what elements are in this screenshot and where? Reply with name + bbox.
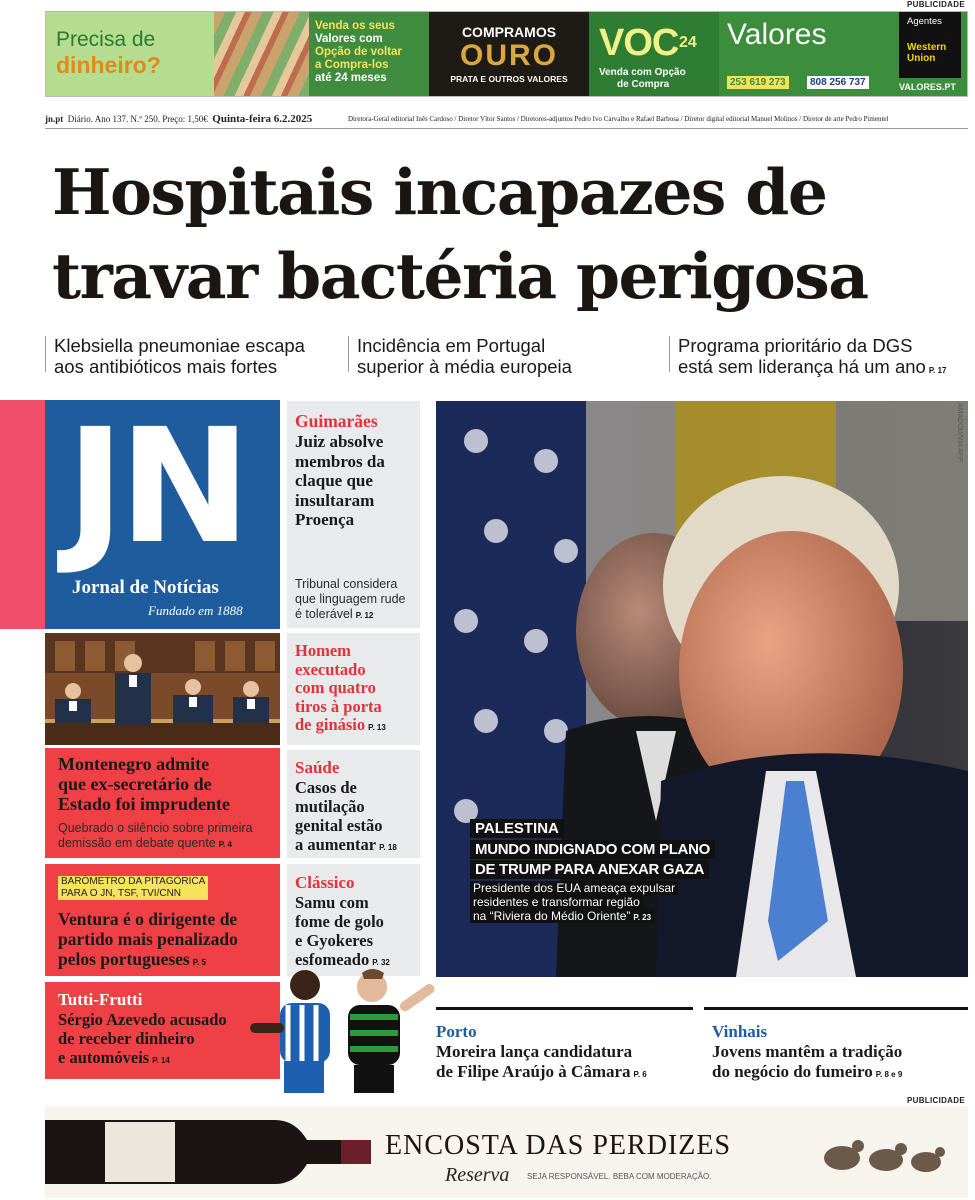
page-ref: P. 4 (218, 840, 232, 849)
porto-kicker: Porto (436, 1022, 477, 1041)
ad-text-precisa: Precisa de (56, 28, 156, 51)
wu-name1: Western (907, 42, 947, 53)
main-headline[interactable] (52, 150, 972, 318)
valores-logo: Valores (727, 18, 827, 51)
tutti-title-2: de receber dinheiro (58, 1029, 195, 1048)
barometro-title-2: partido mais penalizado (58, 929, 238, 949)
trump-netanyahu-photo[interactable] (436, 401, 968, 977)
divider (45, 336, 46, 372)
deck-1 (54, 335, 344, 377)
guimaraes-sub-3: é tolerável (295, 607, 353, 621)
publicidade-label-top: PUBLICIDADE (907, 0, 965, 9)
classico-title-3: e Gyokeres (295, 931, 374, 950)
guimaraes-title-5: Proença (295, 510, 355, 529)
saude-title-3: genital estão (295, 816, 383, 835)
classico-title-1: Samu com (295, 893, 369, 912)
palestina-sub-1: Presidente dos EUA ameaça expulsar (470, 881, 678, 895)
montenegro-title-2: que ex-secretário de (58, 774, 212, 794)
voc-logo: VOC (599, 22, 679, 64)
tutti-title-1: Sérgio Azevedo acusado (58, 1010, 227, 1029)
story-classico[interactable] (287, 864, 420, 976)
porto-title-1: Moreira lança candidatura (436, 1042, 633, 1061)
page-ref: P. 5 (192, 958, 206, 967)
bottom-advertisement[interactable] (45, 1106, 968, 1198)
ad-ouro: OURO (460, 39, 558, 72)
deck-3 (678, 335, 973, 381)
guimaraes-title-2: membros da (295, 451, 385, 471)
parliament-photo[interactable] (45, 633, 280, 745)
montenegro-title-1: Montenegro admite (58, 754, 210, 774)
barometro-kicker-1: BARÓMETRO DA PITAGÓRICA (61, 876, 206, 887)
western-union-logo (899, 12, 961, 78)
homem-title-2: executado (295, 659, 366, 679)
page-ref: P. 8 e 9 (875, 1070, 903, 1079)
guimaraes-sub-1: Tribunal considera (295, 577, 398, 591)
ad-venda-1: Venda os seus (315, 20, 395, 32)
issue-info: Diário. Ano 137. N.º 250. Preço: 1,50€ (67, 114, 208, 124)
barometro-title-3: pelos portugueses (58, 949, 190, 969)
montenegro-sub-2: demissão em debate quente (58, 836, 216, 850)
divider (669, 336, 670, 372)
vinhais-kicker: Vinhais (712, 1022, 768, 1041)
ad-panel-venda (309, 12, 429, 97)
classico-title-4: esfomeado (295, 950, 370, 969)
divider (45, 128, 968, 129)
ad-brand: ENCOSTA DAS PERDIZES (385, 1130, 732, 1161)
story-saude[interactable] (287, 750, 420, 858)
cash-image (214, 12, 309, 97)
ad-panel-ouro (429, 12, 589, 97)
deck-2-line-1: Incidência em Portugal (357, 335, 546, 356)
ad-venda-5: até 24 meses (315, 72, 387, 84)
page-ref: P. 18 (379, 843, 397, 852)
voc-sub2: de Compra (617, 79, 670, 90)
masthead-line (45, 113, 312, 125)
phone-1[interactable]: 253 619 273 (727, 76, 789, 89)
headline-line-1: Hospitais incapazes de (52, 155, 827, 229)
voc-number: 24 (679, 34, 697, 51)
story-homem[interactable] (287, 633, 420, 745)
divider (704, 1007, 968, 1010)
guimaraes-title-3: claque que (295, 471, 373, 490)
homem-title-4: tiros à porta (295, 696, 382, 716)
jn-logo-name: Jornal de Notícias (72, 577, 219, 598)
staff-credits: Diretora-Geral editorial Inês Cardoso / Diretor Vítor Santos / Diretores-adjuntos Pedro Ivo Carvalho e Rafael Barbosa / Diretor digital editorial Manuel Molinos / Diretor de arte Pedro Pimentel (348, 115, 889, 123)
story-guimaraes[interactable] (287, 401, 420, 628)
porto-title-2: de Filipe Araújo à Câmara (436, 1062, 631, 1081)
homem-title-1: Homem (295, 641, 351, 660)
classico-kicker: Clássico (295, 873, 355, 892)
palestina-title-2: DE TRUMP PARA ANEXAR GAZA (470, 860, 709, 879)
guimaraes-title-4: insultaram (295, 490, 375, 510)
wu-name2: Union (907, 53, 936, 64)
story-barometro[interactable] (45, 864, 280, 976)
ad-venda-2: Valores com (315, 33, 383, 45)
vinhais-title-2: do negócio do fumeiro (712, 1062, 873, 1081)
barometro-title-1: Ventura é o dirigente de (58, 909, 238, 929)
top-advertisement[interactable] (45, 11, 968, 97)
saude-kicker: Saúde (295, 758, 340, 777)
divider (436, 1007, 693, 1010)
guimaraes-kicker: Guimarães (295, 411, 378, 431)
story-vinhais[interactable] (712, 1022, 972, 1085)
jn-logo-letters: JN (66, 395, 246, 579)
publicidade-label-bottom: PUBLICIDADE (907, 1096, 965, 1105)
jn-logo-founded: Fundado em 1888 (148, 603, 243, 618)
ad-prata: PRATA E OUTROS VALORES (450, 74, 568, 84)
palestina-sub-2: residentes e transformar região (470, 895, 643, 909)
page-ref: P. 6 (633, 1070, 647, 1079)
page-ref: P. 12 (355, 611, 374, 620)
deck-3-line-1: Programa prioritário da DGS (678, 335, 913, 356)
page-ref: P. 23 (633, 913, 652, 922)
footballers-image (250, 965, 445, 1093)
deck-1-line-2: aos antibióticos mais fortes (54, 356, 278, 377)
montenegro-title-3: Estado foi imprudente (58, 794, 231, 814)
ad-panel-valores (719, 12, 899, 97)
vinhais-title-1: Jovens mantêm a tradição (712, 1042, 903, 1061)
partridge-icon (820, 1128, 950, 1178)
homem-title-5: de ginásio (295, 715, 366, 734)
deck-2 (357, 335, 657, 377)
ad-panel-wu (899, 12, 968, 97)
ad-venda-3: Opção de voltar (315, 46, 402, 58)
ad-panel-voc (589, 12, 719, 97)
tutti-title-3: e automóveis (58, 1048, 150, 1067)
page-ref: P. 17 (928, 366, 947, 375)
classico-title-2: fome de golo (295, 912, 384, 931)
headline-line-2: travar bactéria perigosa (52, 239, 868, 313)
ad-disclaimer: SEJA RESPONSÁVEL. BEBA COM MODERAÇÃO. (527, 1172, 712, 1181)
palestina-tag: PALESTINA (470, 819, 564, 838)
homem-title-3: com quatro (295, 678, 376, 697)
ad-text-dinheiro: dinheiro? (56, 52, 161, 78)
tutti-kicker: Tutti-Frutti (58, 990, 143, 1009)
logo-accent-stripe (0, 400, 45, 629)
deck-2-line-2: superior à média europeia (357, 356, 572, 377)
palestina-title-1: MUNDO INDIGNADO COM PLANO (470, 840, 715, 859)
phone-2[interactable]: 808 256 737 (807, 76, 869, 89)
saude-title-2: mutilação (295, 797, 365, 816)
montenegro-sub-1: Quebrado o silêncio sobre primeira (58, 821, 253, 835)
ad-reserva: Reserva (445, 1164, 510, 1186)
wu-agents: Agentes (907, 16, 942, 27)
story-palestina[interactable] (470, 819, 740, 925)
ad-venda-4: a Compra-los (315, 59, 389, 71)
page-ref: P. 32 (372, 958, 390, 967)
valores-site[interactable]: VALORES.PT (899, 82, 956, 92)
saude-title-1: Casos de (295, 778, 357, 797)
photo-credit: AMADOU/VIA AFP (956, 403, 963, 462)
saude-title-4: a aumentar (295, 835, 377, 854)
deck-3-line-2: está sem liderança há um ano (678, 356, 926, 377)
voc-sub1: Venda com Opção (599, 67, 686, 78)
site-url[interactable]: jn.pt (45, 114, 64, 124)
page-ref: P. 14 (152, 1056, 170, 1065)
guimaraes-title-1: Juiz absolve (295, 432, 384, 451)
deck-1-line-1: Klebsiella pneumoniae escapa (54, 335, 305, 356)
palestina-sub-3: na “Riviera do Médio Oriente” (473, 909, 631, 923)
story-tutti-frutti[interactable] (45, 982, 280, 1079)
guimaraes-sub-2: que linguagem rude (295, 592, 406, 606)
ad-compramos: COMPRAMOS (461, 24, 557, 40)
story-montenegro[interactable] (45, 748, 280, 858)
issue-date: Quinta-feira 6.2.2025 (212, 113, 313, 125)
page-ref: P. 13 (368, 723, 386, 732)
wine-bottle-image (45, 1106, 375, 1198)
story-porto[interactable] (436, 1022, 701, 1085)
parliament-image (45, 633, 280, 745)
barometro-kicker-2: PARA O JN, TSF, TVI/CNN (61, 888, 182, 899)
divider (348, 336, 349, 372)
